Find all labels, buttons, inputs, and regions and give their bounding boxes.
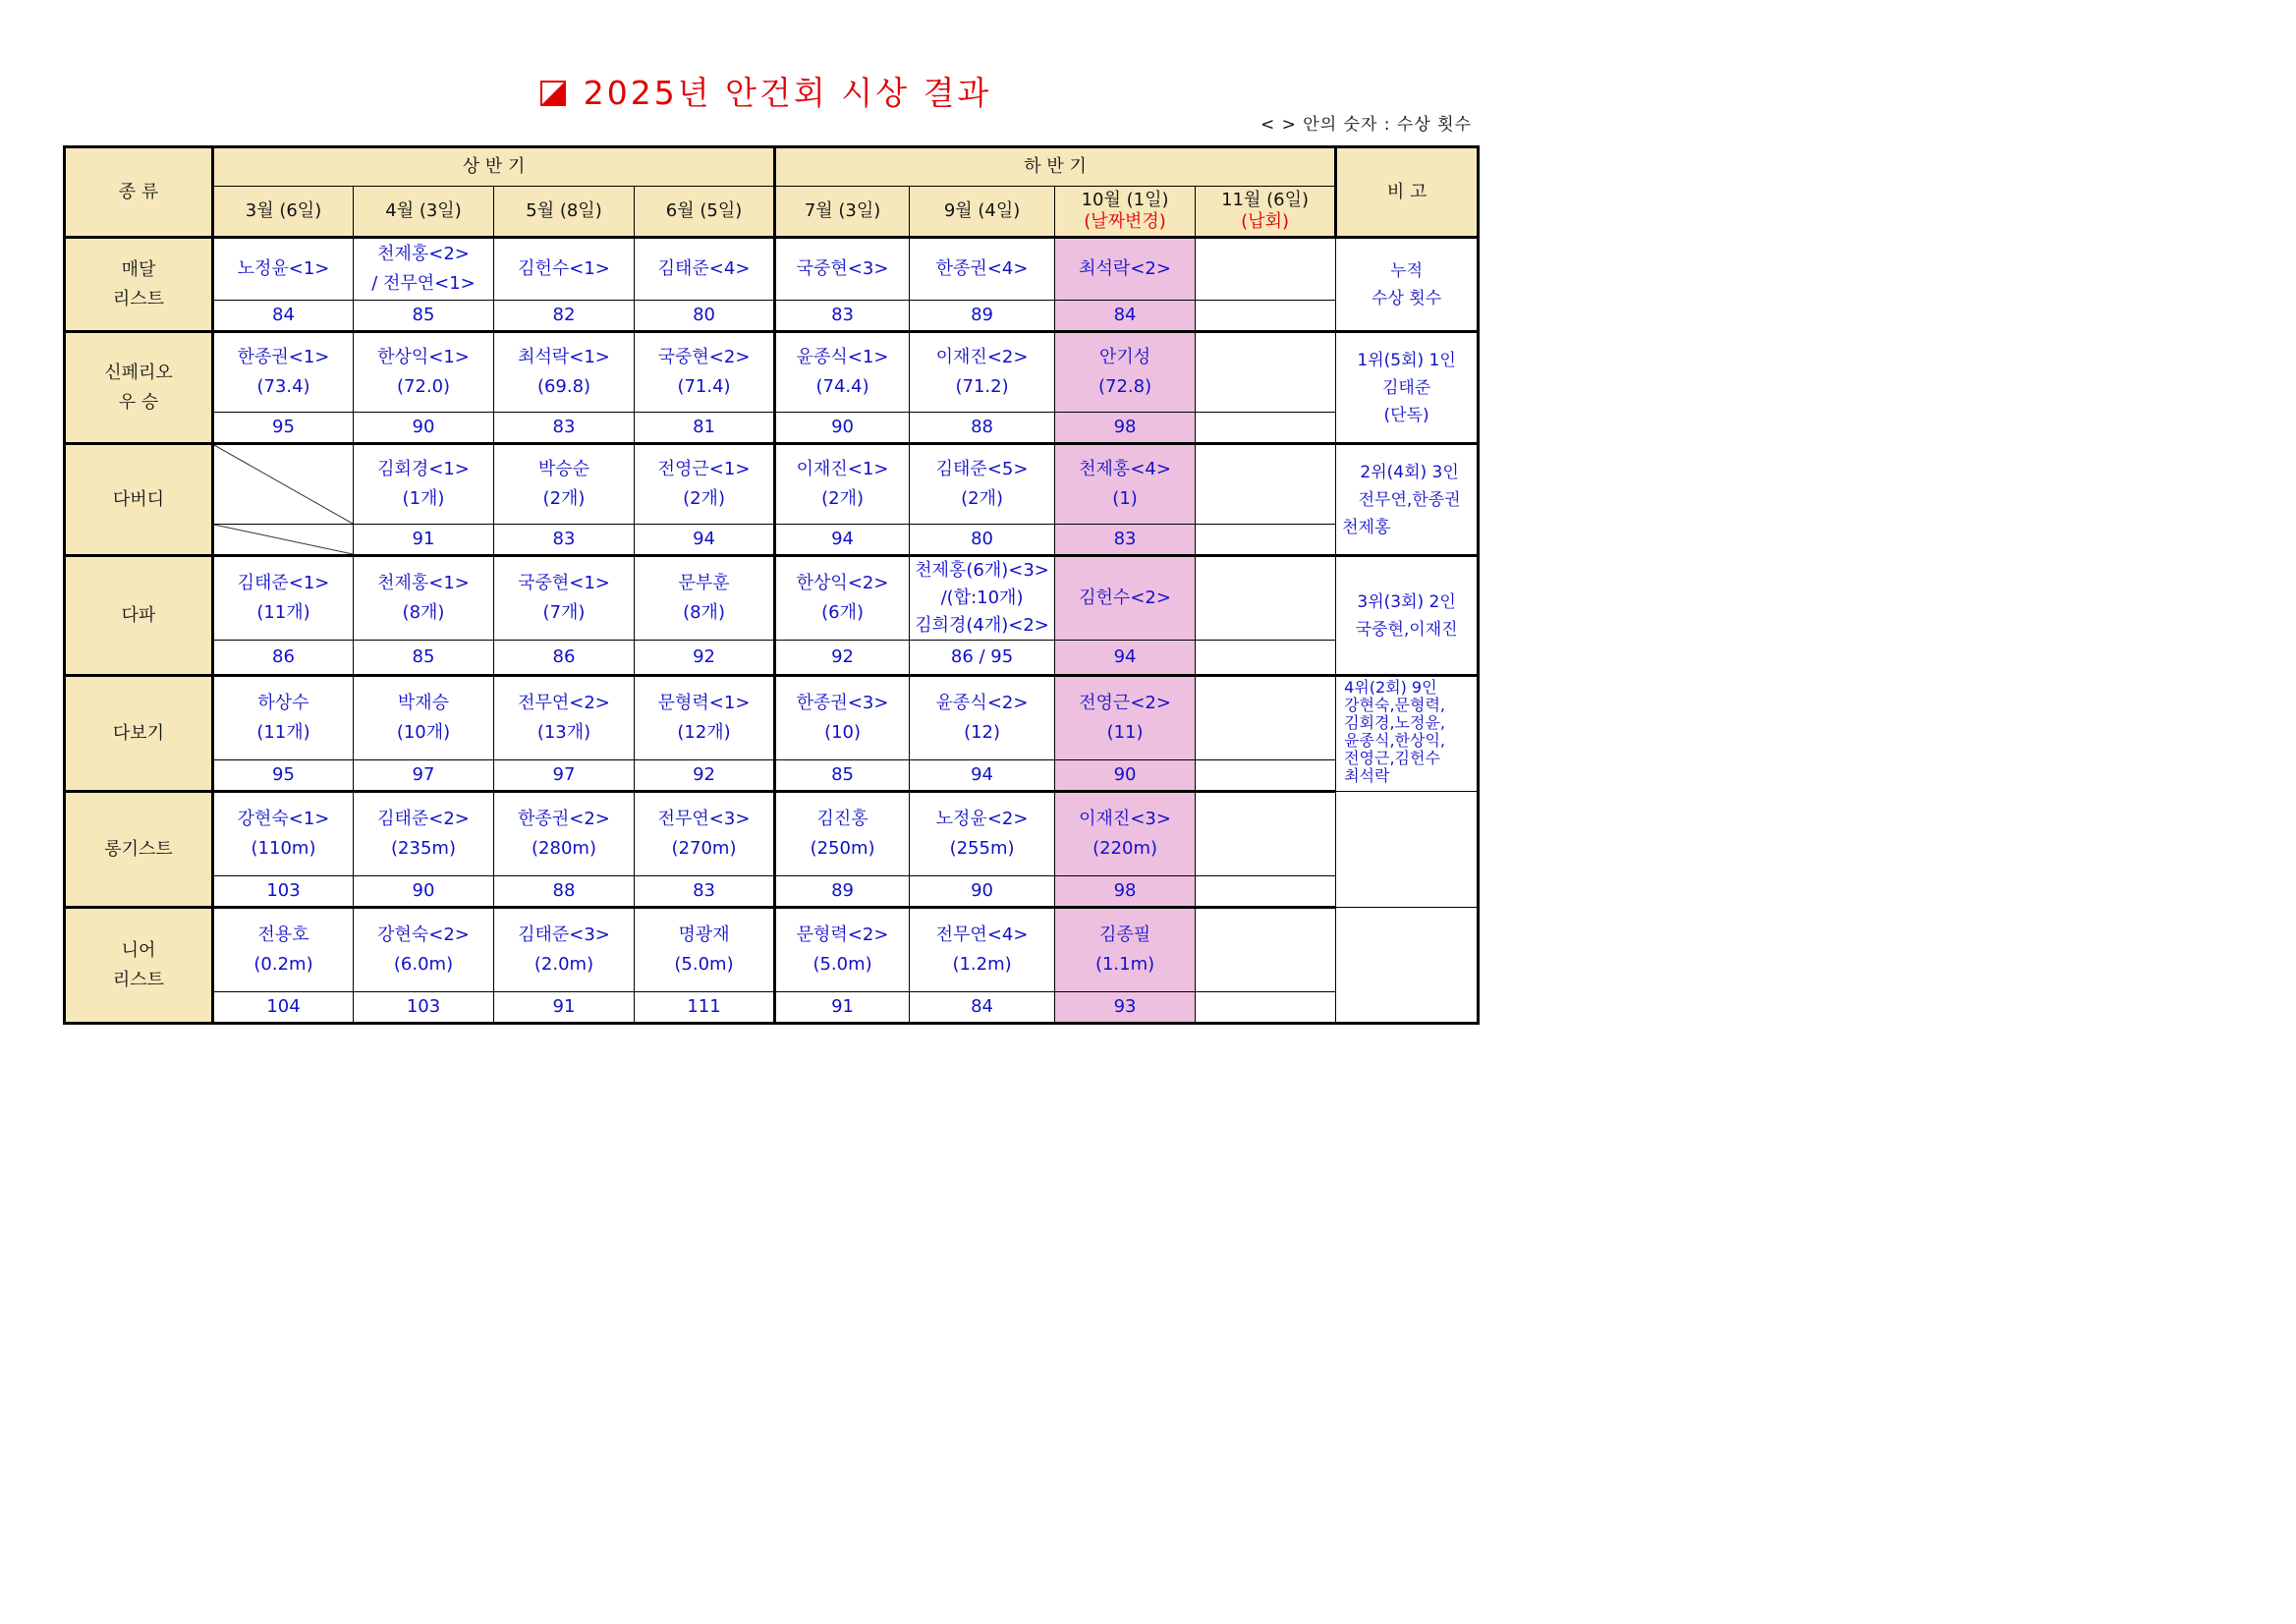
winner-line: (6.0m) <box>393 954 454 975</box>
second-half-header: 하 반 기 <box>775 147 1336 187</box>
award-row <box>65 332 1479 413</box>
score-cell <box>1196 992 1336 1024</box>
winner-line: (270m) <box>671 838 737 859</box>
category-cell <box>65 332 213 444</box>
remarks-line: 수상 횟수 <box>1372 288 1442 308</box>
winner-line: (255m) <box>949 838 1015 859</box>
remarks-cell <box>1336 792 1479 908</box>
category-cell <box>65 444 213 556</box>
score-cell <box>1196 301 1336 332</box>
winner-line: 천제홍<2> <box>377 244 470 264</box>
score-cell: 90 <box>354 413 494 444</box>
winner-line: 천제홍(6개)<3> <box>915 560 1049 581</box>
winner-cell <box>775 332 910 413</box>
winner-line: 전영근<2> <box>1079 693 1171 713</box>
winner-line: (11개) <box>256 602 310 623</box>
winner-cell <box>635 332 775 413</box>
winner-line: (69.8) <box>536 376 591 397</box>
score-cell <box>1196 525 1336 556</box>
category-label: 니어 <box>121 939 156 961</box>
winner-line: (6개) <box>821 602 864 623</box>
winner-cell <box>910 676 1055 760</box>
remarks-cell <box>1336 238 1479 332</box>
category-label: 리스트 <box>112 969 165 990</box>
award-row <box>65 556 1479 641</box>
winner-line: / 전무연<1> <box>371 273 476 294</box>
score-cell: 85 <box>354 641 494 676</box>
winner-cell <box>494 908 635 992</box>
award-row <box>65 238 1479 301</box>
diagonal-line-icon <box>214 445 353 524</box>
score-cell: 104 <box>213 992 354 1024</box>
award-row <box>65 676 1479 760</box>
winner-cell <box>354 332 494 413</box>
winner-line: (8개) <box>402 602 445 623</box>
winner-cell <box>354 444 494 525</box>
score-cell <box>1196 760 1336 792</box>
score-cell: 82 <box>494 301 635 332</box>
winner-line: 강현숙<2> <box>377 924 470 945</box>
score-cell <box>1196 876 1336 908</box>
header-row-months <box>65 187 1479 238</box>
winner-line: 국중현<2> <box>657 347 751 367</box>
winner-cell <box>775 556 910 641</box>
score-cell: 92 <box>635 641 775 676</box>
winner-line: 전무연<4> <box>935 924 1029 945</box>
empty-diagonal-cell <box>213 525 354 556</box>
winner-line: (220m) <box>1092 838 1158 859</box>
score-cell: 97 <box>494 760 635 792</box>
header-row-halves <box>65 147 1479 187</box>
winner-cell <box>1196 908 1336 992</box>
remarks-cell <box>1336 676 1479 792</box>
score-cell: 83 <box>494 525 635 556</box>
score-cell: 81 <box>635 413 775 444</box>
winner-line: (13개) <box>536 722 591 743</box>
winner-line: 김종필 <box>1098 924 1151 945</box>
winner-line: 천제홍<4> <box>1079 459 1171 479</box>
winner-line: 최석락<2> <box>1079 258 1171 279</box>
score-row <box>65 413 1479 444</box>
winner-line: 한상익<2> <box>796 573 889 593</box>
winner-line: 한종권<3> <box>796 693 889 713</box>
score-cell: 111 <box>635 992 775 1024</box>
winner-line: 박승순 <box>537 459 590 479</box>
award-row <box>65 444 1479 525</box>
winner-cell <box>1055 238 1196 301</box>
winner-line: (12) <box>964 722 1001 743</box>
score-cell: 86 <box>213 641 354 676</box>
winner-line: 국중현<3> <box>796 258 889 279</box>
score-row <box>65 525 1479 556</box>
winner-cell <box>910 332 1055 413</box>
score-cell: 95 <box>213 413 354 444</box>
month-header <box>494 187 635 238</box>
category-cell <box>65 238 213 332</box>
winner-line: 김헌수<2> <box>1079 588 1171 608</box>
winner-line: 김헌수<1> <box>518 258 610 279</box>
winner-line: 천제홍<1> <box>377 573 470 593</box>
score-cell: 83 <box>635 876 775 908</box>
month-label: 11월 (6일) <box>1221 190 1310 210</box>
winner-line: 이재진<1> <box>796 459 889 479</box>
month-label: 6월 (5일) <box>665 200 743 221</box>
winner-cell <box>910 238 1055 301</box>
winner-line: (0.2m) <box>253 954 313 975</box>
winner-cell <box>1196 444 1336 525</box>
score-cell: 103 <box>354 992 494 1024</box>
empty-diagonal-cell <box>213 444 354 525</box>
first-half-header: 상 반 기 <box>213 147 775 187</box>
score-row <box>65 760 1479 792</box>
winner-cell <box>494 676 635 760</box>
remarks-line: 2위(4회) 3인 <box>1360 462 1459 482</box>
remarks-cell <box>1336 908 1479 1024</box>
winner-line: 김태준<1> <box>237 573 330 593</box>
winner-line: (5.0m) <box>674 954 734 975</box>
category-label: 다버디 <box>112 488 165 510</box>
remarks-line: (단독) <box>1383 405 1429 425</box>
winner-line: (11개) <box>256 722 310 743</box>
winner-cell <box>1196 238 1336 301</box>
winner-line: (250m) <box>810 838 875 859</box>
score-cell: 90 <box>1055 760 1196 792</box>
winner-line: 김태준<4> <box>657 258 751 279</box>
winner-cell <box>1055 332 1196 413</box>
winner-line: 김회경<1> <box>377 459 470 479</box>
winner-cell <box>635 238 775 301</box>
score-cell: 98 <box>1055 413 1196 444</box>
winner-line: (12개) <box>677 722 731 743</box>
score-cell: 90 <box>775 413 910 444</box>
winner-line: 안기성 <box>1098 347 1151 367</box>
winner-line: (71.4) <box>677 376 731 397</box>
title-text: 2025년 안건회 시상 결과 <box>583 74 992 112</box>
award-row <box>65 908 1479 992</box>
score-cell: 92 <box>635 760 775 792</box>
month-label: 7월 (3일) <box>804 200 881 221</box>
score-cell: 89 <box>775 876 910 908</box>
winner-line: (73.4) <box>256 376 310 397</box>
winner-line: 노정윤<1> <box>237 258 330 279</box>
score-cell: 83 <box>1055 525 1196 556</box>
score-row <box>65 992 1479 1024</box>
remarks-line: 4위(2회) 9인 <box>1344 678 1437 697</box>
month-header <box>1055 187 1196 238</box>
winner-cell <box>635 908 775 992</box>
remarks-line: 1위(5회) 1인 <box>1357 350 1456 370</box>
category-label: 리스트 <box>112 288 165 309</box>
winner-line: (74.4) <box>815 376 869 397</box>
remarks-line: 전무연,한종권 <box>1358 489 1461 510</box>
winner-line: (72.8) <box>1097 376 1152 397</box>
award-count-note: < > 안의 숫자 : 수상 횟수 <box>1260 115 1472 135</box>
winner-line: (8개) <box>683 602 725 623</box>
score-cell: 89 <box>910 301 1055 332</box>
month-header <box>635 187 775 238</box>
winner-line: 전무연<3> <box>657 809 751 829</box>
winner-line: 박재승 <box>397 693 450 713</box>
winner-line: 최석락<1> <box>518 347 610 367</box>
score-cell: 84 <box>910 992 1055 1024</box>
score-cell: 85 <box>775 760 910 792</box>
winner-cell <box>494 556 635 641</box>
score-cell: 94 <box>635 525 775 556</box>
score-row <box>65 301 1479 332</box>
winner-line: 하상수 <box>257 693 309 713</box>
winner-cell <box>635 792 775 876</box>
winner-cell <box>494 444 635 525</box>
category-cell <box>65 792 213 908</box>
score-cell: 93 <box>1055 992 1196 1024</box>
winner-line: (2개) <box>683 488 725 509</box>
winner-line: 김태준<5> <box>935 459 1029 479</box>
winner-line: (1) <box>1112 488 1138 509</box>
winner-cell <box>354 238 494 301</box>
month-sub-label: (납회) <box>1241 211 1289 232</box>
remarks-line: 강현숙,문형력, <box>1344 696 1446 714</box>
winner-cell <box>910 908 1055 992</box>
winner-line: 전무연<2> <box>518 693 610 713</box>
winner-line: 문형력<1> <box>657 693 751 713</box>
winner-cell <box>1196 556 1336 641</box>
month-label: 5월 (8일) <box>526 200 602 221</box>
month-header <box>1196 187 1336 238</box>
winner-line: 문형력<2> <box>796 924 889 945</box>
month-label: 9월 (4일) <box>943 200 1021 221</box>
score-row <box>65 641 1479 676</box>
winner-line: 김희경(4개)<2> <box>915 615 1049 636</box>
winner-cell <box>775 676 910 760</box>
award-row <box>65 792 1479 876</box>
winner-cell <box>1055 444 1196 525</box>
winner-cell <box>775 908 910 992</box>
month-label: 3월 (6일) <box>245 200 322 221</box>
winner-line: (1.2m) <box>952 954 1012 975</box>
winner-line: (7개) <box>542 602 586 623</box>
month-header <box>910 187 1055 238</box>
winner-cell <box>213 676 354 760</box>
winner-cell <box>213 908 354 992</box>
winner-cell <box>635 676 775 760</box>
remarks-cell <box>1336 556 1479 676</box>
score-cell: 91 <box>354 525 494 556</box>
winner-line: 문부훈 <box>678 573 730 593</box>
score-cell: 94 <box>910 760 1055 792</box>
category-cell <box>65 556 213 676</box>
score-cell: 84 <box>1055 301 1196 332</box>
remarks-header: 비 고 <box>1336 147 1479 238</box>
month-sub-label: (날짜변경) <box>1084 211 1166 232</box>
winner-cell <box>213 792 354 876</box>
month-label: 4월 (3일) <box>385 200 462 221</box>
score-cell: 95 <box>213 760 354 792</box>
score-row <box>65 876 1479 908</box>
category-label: 롱기스트 <box>104 838 173 860</box>
remarks-line: 3위(3회) 2인 <box>1357 591 1456 612</box>
winner-line: (72.0) <box>396 376 451 397</box>
winner-cell <box>354 556 494 641</box>
remarks-line: 윤종식,한상익, <box>1344 731 1446 750</box>
month-label: 10월 (1일) <box>1081 190 1169 210</box>
score-cell: 80 <box>910 525 1055 556</box>
winner-line: (10개) <box>396 722 451 743</box>
score-cell: 92 <box>775 641 910 676</box>
score-cell: 86 / 95 <box>910 641 1055 676</box>
winner-line: (2개) <box>961 488 1003 509</box>
winner-cell <box>1055 908 1196 992</box>
winner-line: 이재진<3> <box>1079 809 1171 829</box>
score-cell: 83 <box>775 301 910 332</box>
winner-cell <box>1055 792 1196 876</box>
score-cell <box>1196 641 1336 676</box>
score-cell: 98 <box>1055 876 1196 908</box>
remarks-line: 국중현,이재진 <box>1355 619 1458 640</box>
winner-cell <box>775 444 910 525</box>
score-cell: 85 <box>354 301 494 332</box>
winner-line: (11) <box>1106 722 1144 743</box>
winner-cell <box>1055 556 1196 641</box>
winner-line: 김태준<3> <box>518 924 610 945</box>
score-cell: 84 <box>213 301 354 332</box>
winner-line: 전영근<1> <box>657 459 751 479</box>
winner-cell <box>635 444 775 525</box>
category-label: 다파 <box>121 604 156 626</box>
winner-cell <box>494 792 635 876</box>
score-cell: 86 <box>494 641 635 676</box>
winner-line: 한상익<1> <box>377 347 470 367</box>
winner-line: (1개) <box>402 488 445 509</box>
winner-cell <box>213 332 354 413</box>
category-label: 신페리오 <box>104 362 173 383</box>
winner-cell <box>1196 332 1336 413</box>
winner-cell <box>494 332 635 413</box>
winner-line: 이재진<2> <box>935 347 1029 367</box>
remarks-line: 누적 <box>1390 260 1424 281</box>
diagonal-line-icon <box>214 525 353 554</box>
winner-line: 윤종식<1> <box>796 347 889 367</box>
remarks-cell <box>1336 444 1479 556</box>
category-header: 종 류 <box>65 147 213 238</box>
winner-line: (280m) <box>532 838 596 859</box>
winner-cell <box>775 792 910 876</box>
winner-cell <box>213 556 354 641</box>
remarks-line: 전영근,김헌수 <box>1344 749 1440 767</box>
winner-line: 한종권<2> <box>518 809 610 829</box>
remarks-line: 김태준 <box>1381 377 1431 398</box>
winner-line: 국중현<1> <box>518 573 610 593</box>
month-header <box>213 187 354 238</box>
category-label: 매달 <box>121 258 156 280</box>
winner-cell <box>213 238 354 301</box>
winner-line: 김태준<2> <box>377 809 470 829</box>
score-cell: 90 <box>354 876 494 908</box>
score-cell: 91 <box>494 992 635 1024</box>
winner-line: /(합:10개) <box>940 588 1024 608</box>
score-cell: 91 <box>775 992 910 1024</box>
corner-mark-icon <box>540 81 566 106</box>
category-cell <box>65 908 213 1024</box>
month-header <box>775 187 910 238</box>
winner-cell <box>910 556 1055 641</box>
winner-cell <box>354 792 494 876</box>
winner-cell <box>635 556 775 641</box>
score-cell: 103 <box>213 876 354 908</box>
winner-line: (2개) <box>542 488 586 509</box>
score-cell: 97 <box>354 760 494 792</box>
winner-cell <box>910 792 1055 876</box>
winner-line: 전용호 <box>257 924 309 945</box>
winner-cell <box>494 238 635 301</box>
score-cell: 90 <box>910 876 1055 908</box>
winner-cell <box>1196 676 1336 760</box>
winner-line: (1.1m) <box>1094 954 1155 975</box>
winner-line: (2개) <box>821 488 864 509</box>
category-label: 우 승 <box>118 391 159 413</box>
winner-line: (110m) <box>251 838 316 859</box>
winner-line: 강현숙<1> <box>237 809 330 829</box>
winner-line: 윤종식<2> <box>935 693 1029 713</box>
month-header <box>354 187 494 238</box>
score-cell: 83 <box>494 413 635 444</box>
winner-line: (10) <box>824 722 862 743</box>
winner-line: 김진홍 <box>816 809 868 829</box>
winner-cell <box>910 444 1055 525</box>
winner-line: 한종권<4> <box>935 258 1029 279</box>
winner-line: (2.0m) <box>533 954 594 975</box>
winner-line: 명광재 <box>678 924 730 945</box>
winner-line: 한종권<1> <box>237 347 330 367</box>
remarks-line: 천제홍 <box>1342 517 1391 537</box>
winner-cell <box>354 676 494 760</box>
awards-table <box>63 145 1480 1025</box>
category-label: 다보기 <box>112 722 165 744</box>
score-cell <box>1196 413 1336 444</box>
winner-line: 노정윤<2> <box>935 809 1029 829</box>
winner-cell <box>1055 676 1196 760</box>
winner-cell <box>775 238 910 301</box>
winner-line: (5.0m) <box>812 954 872 975</box>
category-cell <box>65 676 213 792</box>
score-cell: 88 <box>494 876 635 908</box>
remarks-line: 최석락 <box>1344 766 1390 785</box>
winner-line: (71.2) <box>955 376 1009 397</box>
score-cell: 80 <box>635 301 775 332</box>
winner-cell <box>1196 792 1336 876</box>
remarks-cell <box>1336 332 1479 444</box>
score-cell: 94 <box>775 525 910 556</box>
score-cell: 94 <box>1055 641 1196 676</box>
score-cell: 88 <box>910 413 1055 444</box>
winner-line: (235m) <box>391 838 456 859</box>
winner-cell <box>354 908 494 992</box>
remarks-line: 김회경,노정윤, <box>1344 713 1446 732</box>
